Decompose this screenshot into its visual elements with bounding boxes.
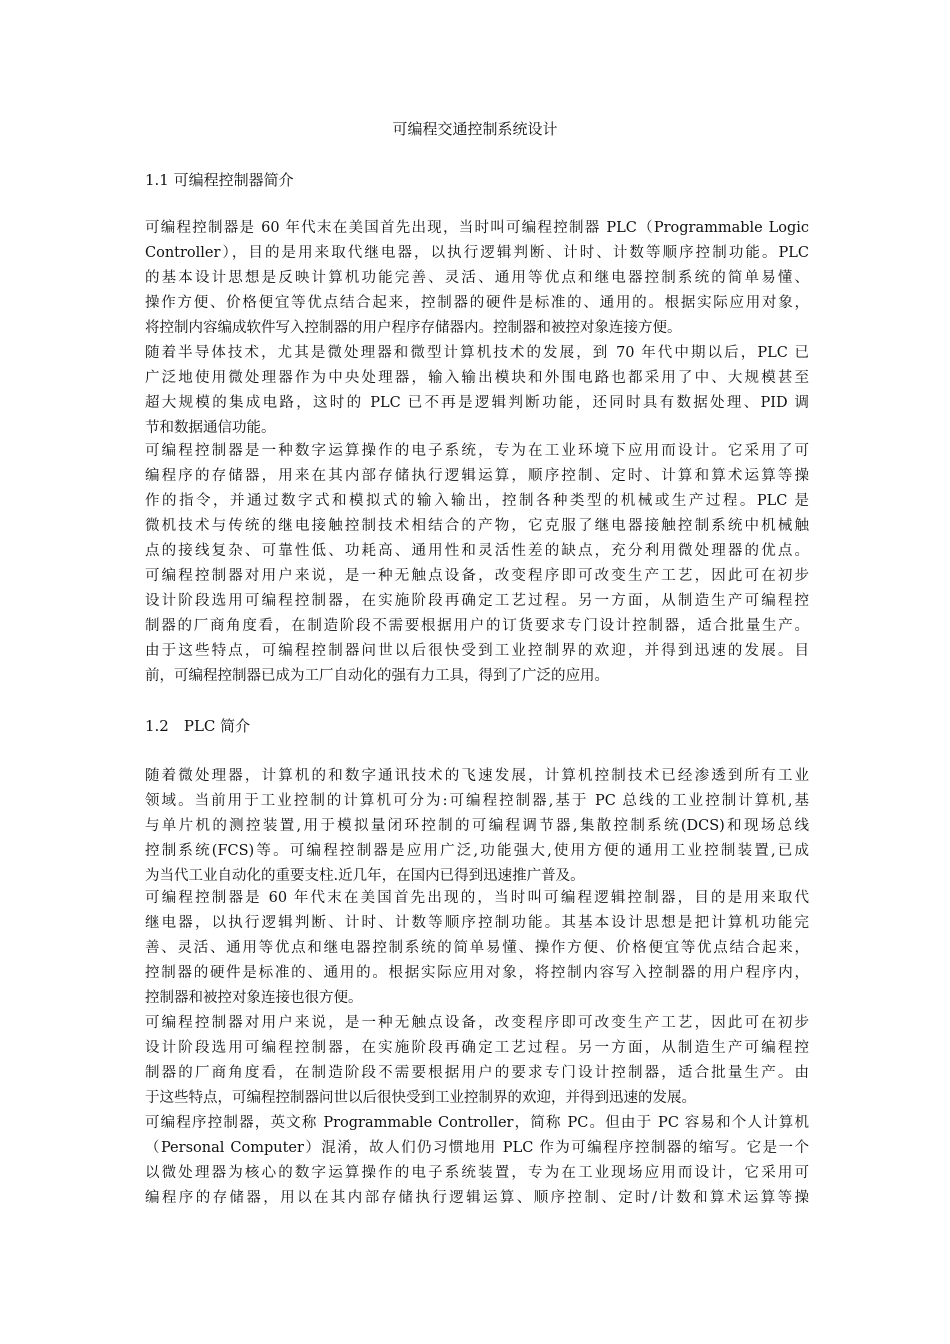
text-line: 控制器和被控对象连接也很方便。 [145,990,363,1006]
paragraph [145,1011,809,1111]
text-line: Controller），目的是用来取代继电器，以执行逻辑判断、计时、计数等顺序控制功能。PLC [145,245,809,261]
text-line: 点的接线复杂、可靠性低、功耗高、通用性和灵活性差的缺点，充分利用微处理器的优点。 [145,543,809,559]
text-line: 可编程序控制器，英文称 Programmable Controller，简称 PC。但由于 PC 容易和个人计算机 [145,1115,809,1131]
text-line: 节和数据通信功能。 [145,420,276,436]
text-line: 制器的厂商角度看，在制造阶段不需要根据用户的要求专门设计控制器，适合批量生产。由 [145,1065,809,1081]
text-line: 控制器的硬件是标准的、通用的。根据实际应用对象，将控制内容写入控制器的用户程序内， [145,965,809,981]
text-line: 微机技术与传统的继电接触控制技术相结合的产物，它克服了继电器接触控制系统中机械触 [145,518,809,534]
text-line: 为当代工业自动化的重要支柱.近几年，在国内已得到迅速推广普及。 [145,868,585,884]
text-line: 与单片机的测控装置,用于模拟量闭环控制的可编程调节器,集散控制系统(DCS)和现场总线 [145,818,809,834]
text-line: 控制系统(FCS)等。可编程控制器是应用广泛,功能强大,使用方便的通用工业控制装置,已成 [145,843,809,859]
paragraph [145,216,809,341]
paragraph [145,439,809,689]
text-line: 随着微处理器，计算机的和数字通讯技术的飞速发展，计算机控制技术已经渗透到所有工业 [145,768,809,784]
text-line: 超大规模的集成电路，这时的 PLC 已不再是逻辑判断功能，还同时具有数据处理、PID 调 [145,395,809,411]
section-heading-1-1: 1.1 可编程控制器简介 [145,171,294,189]
text-line: 可编程控制器对用户来说，是一种无触点设备，改变程序即可改变生产工艺，因此可在初步 [145,1015,809,1031]
text-line: 以微处理器为核心的数字运算操作的电子系统装置，专为在工业现场应用而设计，它采用可 [145,1165,809,1181]
text-line: 制器的厂商角度看，在制造阶段不需要根据用户的订货要求专门设计控制器，适合批量生产。 [145,618,809,634]
text-line: 设计阶段选用可编程控制器，在实施阶段再确定工艺过程。另一方面，从制造生产可编程控 [145,1040,809,1056]
text-line: 可编程控制器是 60 年代末在美国首先出现的，当时叫可编程逻辑控制器，目的是用来取代 [145,890,809,906]
paragraph [145,764,809,889]
text-line: 设计阶段选用可编程控制器，在实施阶段再确定工艺过程。另一方面，从制造生产可编程控 [145,593,809,609]
text-line: 编程序的存储器，用来在其内部存储执行逻辑运算，顺序控制、定时、计算和算术运算等操 [145,468,809,484]
text-line: 前，可编程控制器已成为工厂自动化的强有力工具，得到了广泛的应用。 [145,668,609,684]
text-line: 操作方便、价格便宜等优点结合起来，控制器的硬件是标准的、通用的。根据实际应用对象， [145,295,809,311]
text-line: 将控制内容编成软件写入控制器的用户程序存储器内。控制器和被控对象连接方便。 [145,320,682,336]
text-line: 可编程控制器对用户来说，是一种无触点设备，改变程序即可改变生产工艺，因此可在初步 [145,568,809,584]
text-line: 由于这些特点，可编程控制器问世以后很快受到工业控制界的欢迎，并得到迅速的发展。目 [145,643,809,659]
paragraph [145,1111,809,1211]
text-line: 的基本设计思想是反映计算机功能完善、灵活、通用等优点和继电器控制系统的简单易懂、 [145,270,809,286]
text-line: 可编程控制器是一种数字运算操作的电子系统，专为在工业环境下应用而设计。它采用了可 [145,443,809,459]
text-line: 广泛地使用微处理器作为中央处理器，输入输出模块和外围电路也都采用了中、大规模甚至 [145,370,809,386]
text-line: 领域。当前用于工业控制的计算机可分为:可编程控制器,基于 PC 总线的工业控制计算机,基 [145,793,809,809]
text-line: 作的指令，并通过数字式和模拟式的输入输出，控制各种类型的机械或生产过程。PLC 是 [145,493,809,509]
text-line: 善、灵活、通用等优点和继电器控制系统的简单易懂、操作方便、价格便宜等优点结合起来， [145,940,809,956]
paragraph [145,341,809,441]
text-line: （Personal Computer）混淆，故人们仍习惯地用 PLC 作为可编程序控制器的缩写。它是一个 [145,1140,809,1156]
text-line: 随着半导体技术，尤其是微处理器和微型计算机技术的发展，到 70 年代中期以后，PLC 已 [145,345,809,361]
text-line: 于这些特点，可编程控制器问世以后很快受到工业控制界的欢迎，并得到迅速的发展。 [145,1090,696,1106]
text-line: 继电器，以执行逻辑判断、计时、计数等顺序控制功能。其基本设计思想是把计算机功能完 [145,915,809,931]
document-title: 可编程交通控制系统设计 [392,120,558,138]
text-line: 编程序的存储器，用以在其内部存储执行逻辑运算、顺序控制、定时/计数和算术运算等操 [145,1190,809,1206]
section-heading-1-2: 1.2 PLC 简介 [145,717,251,735]
text-line: 可编程控制器是 60 年代末在美国首先出现，当时叫可编程控制器 PLC（Programmable Logic [145,220,809,236]
paragraph [145,886,809,1011]
